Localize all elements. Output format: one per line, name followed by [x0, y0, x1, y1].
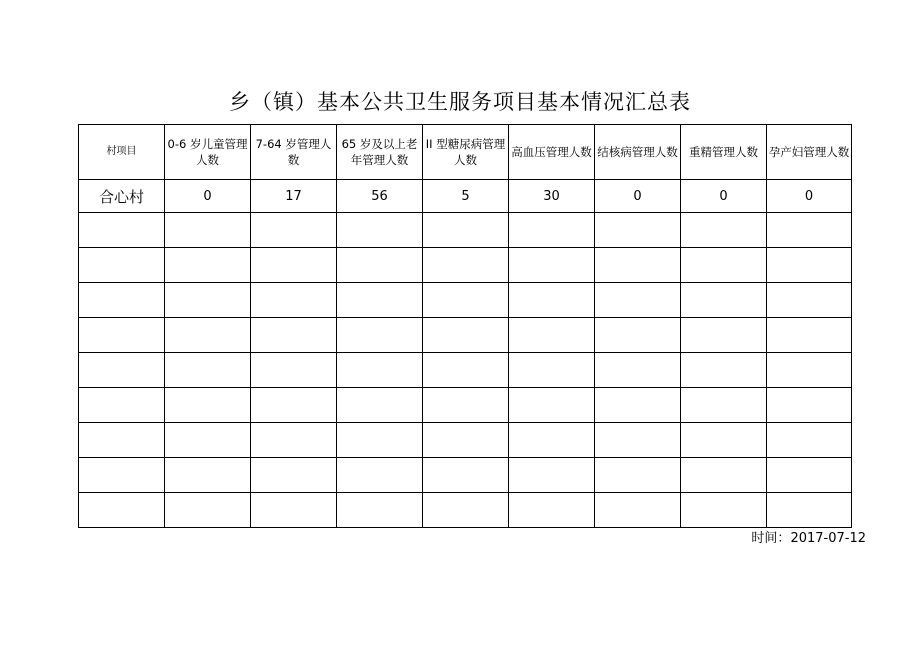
table-cell: 5 — [423, 180, 509, 213]
table-cell-empty — [509, 248, 595, 283]
column-header-severe-mental: 重精管理人数 — [681, 125, 767, 180]
column-header-diabetes-type-2: II 型糖尿病管理人数 — [423, 125, 509, 180]
table-cell: 17 — [251, 180, 337, 213]
table-cell-empty — [423, 248, 509, 283]
table-cell-empty — [165, 353, 251, 388]
table-cell-empty — [337, 318, 423, 353]
table-cell-empty — [79, 248, 165, 283]
table-row-empty — [79, 283, 852, 318]
table-cell-empty — [595, 318, 681, 353]
table-row-empty — [79, 318, 852, 353]
table-cell-empty — [681, 213, 767, 248]
table-cell-empty — [767, 248, 852, 283]
table-cell-empty — [79, 493, 165, 528]
table-cell-empty — [595, 248, 681, 283]
column-header-village: 村项目 — [79, 125, 165, 180]
table-cell-empty — [767, 213, 852, 248]
table-cell-empty — [595, 213, 681, 248]
table-cell-empty — [165, 248, 251, 283]
table-cell-empty — [681, 388, 767, 423]
table-cell-empty — [595, 493, 681, 528]
table-cell-empty — [595, 388, 681, 423]
table-row-empty — [79, 213, 852, 248]
table-cell-empty — [681, 283, 767, 318]
table-row-empty — [79, 388, 852, 423]
table-row-empty — [79, 493, 852, 528]
table-cell-empty — [423, 458, 509, 493]
column-header-hypertension: 高血压管理人数 — [509, 125, 595, 180]
table-cell-empty — [423, 423, 509, 458]
table-cell: 0 — [595, 180, 681, 213]
column-header-tuberculosis: 结核病管理人数 — [595, 125, 681, 180]
table-cell-empty — [79, 353, 165, 388]
table-cell-empty — [79, 213, 165, 248]
table-cell-empty — [767, 283, 852, 318]
table-cell-empty — [595, 353, 681, 388]
table-cell-empty — [509, 493, 595, 528]
table-cell-empty — [767, 353, 852, 388]
table-cell-empty — [251, 318, 337, 353]
table-row-empty — [79, 423, 852, 458]
table-cell-empty — [423, 283, 509, 318]
date-label: 时间： — [751, 531, 791, 546]
table-cell-empty — [79, 388, 165, 423]
table-cell-empty — [423, 388, 509, 423]
table-cell-empty — [423, 213, 509, 248]
page-title: 乡（镇）基本公共卫生服务项目基本情况汇总表 — [229, 90, 691, 114]
table-cell-empty — [509, 213, 595, 248]
table-cell-empty — [595, 283, 681, 318]
table-cell-empty — [165, 388, 251, 423]
table-cell: 56 — [337, 180, 423, 213]
table-cell: 0 — [681, 180, 767, 213]
column-header-maternal: 孕产妇管理人数 — [767, 125, 852, 180]
table-cell-empty — [681, 353, 767, 388]
summary-table — [78, 124, 852, 528]
table-cell-empty — [337, 353, 423, 388]
table-cell-empty — [337, 283, 423, 318]
table-row-empty — [79, 353, 852, 388]
table-cell-empty — [423, 353, 509, 388]
column-header-elderly-65-plus: 65 岁及以上老年管理人数 — [337, 125, 423, 180]
table-cell-empty — [509, 423, 595, 458]
table-cell-empty — [767, 318, 852, 353]
table-cell-empty — [509, 283, 595, 318]
table-cell-empty — [251, 458, 337, 493]
table-cell-empty — [251, 423, 337, 458]
table-cell-empty — [337, 388, 423, 423]
table-cell-empty — [767, 423, 852, 458]
table-cell-empty — [165, 458, 251, 493]
table-cell-empty — [767, 458, 852, 493]
table-cell-empty — [79, 283, 165, 318]
table-cell-empty — [595, 458, 681, 493]
table-cell-empty — [337, 213, 423, 248]
table-cell-empty — [509, 458, 595, 493]
table-cell-empty — [251, 283, 337, 318]
table-cell-empty — [251, 213, 337, 248]
table-cell: 30 — [509, 180, 595, 213]
table-cell-empty — [681, 458, 767, 493]
table-cell-empty — [337, 248, 423, 283]
table-cell-empty — [165, 318, 251, 353]
table-row — [79, 180, 852, 213]
table-header-row — [79, 125, 852, 180]
table-cell-empty — [509, 388, 595, 423]
table-cell-empty — [509, 353, 595, 388]
table-row-empty — [79, 248, 852, 283]
table-cell-empty — [251, 388, 337, 423]
table-cell-empty — [79, 458, 165, 493]
table-cell-empty — [681, 423, 767, 458]
table-cell-empty — [681, 493, 767, 528]
table-cell-empty — [337, 458, 423, 493]
table-cell-empty — [251, 248, 337, 283]
report-date — [751, 527, 866, 546]
table-cell-empty — [681, 248, 767, 283]
table-cell-empty — [79, 318, 165, 353]
table-cell-empty — [595, 423, 681, 458]
table-cell-empty — [251, 353, 337, 388]
table-cell-empty — [423, 318, 509, 353]
table-cell-empty — [681, 318, 767, 353]
table-cell-empty — [767, 388, 852, 423]
table-cell-empty — [251, 493, 337, 528]
table-cell: 0 — [165, 180, 251, 213]
date-value: 2017-07-12 — [790, 531, 866, 546]
column-header-age-7-64: 7-64 岁管理人数 — [251, 125, 337, 180]
table-cell: 0 — [767, 180, 852, 213]
table-cell-empty — [767, 493, 852, 528]
table-cell-empty — [165, 213, 251, 248]
table-cell-empty — [337, 423, 423, 458]
table-cell-village: 合心村 — [79, 180, 165, 213]
table-row-empty — [79, 458, 852, 493]
table-cell-empty — [509, 318, 595, 353]
table-cell-empty — [165, 493, 251, 528]
column-header-children-0-6: 0-6 岁儿童管理人数 — [165, 125, 251, 180]
table-cell-empty — [337, 493, 423, 528]
table-cell-empty — [165, 423, 251, 458]
table-cell-empty — [79, 423, 165, 458]
table-cell-empty — [423, 493, 509, 528]
table-cell-empty — [165, 283, 251, 318]
